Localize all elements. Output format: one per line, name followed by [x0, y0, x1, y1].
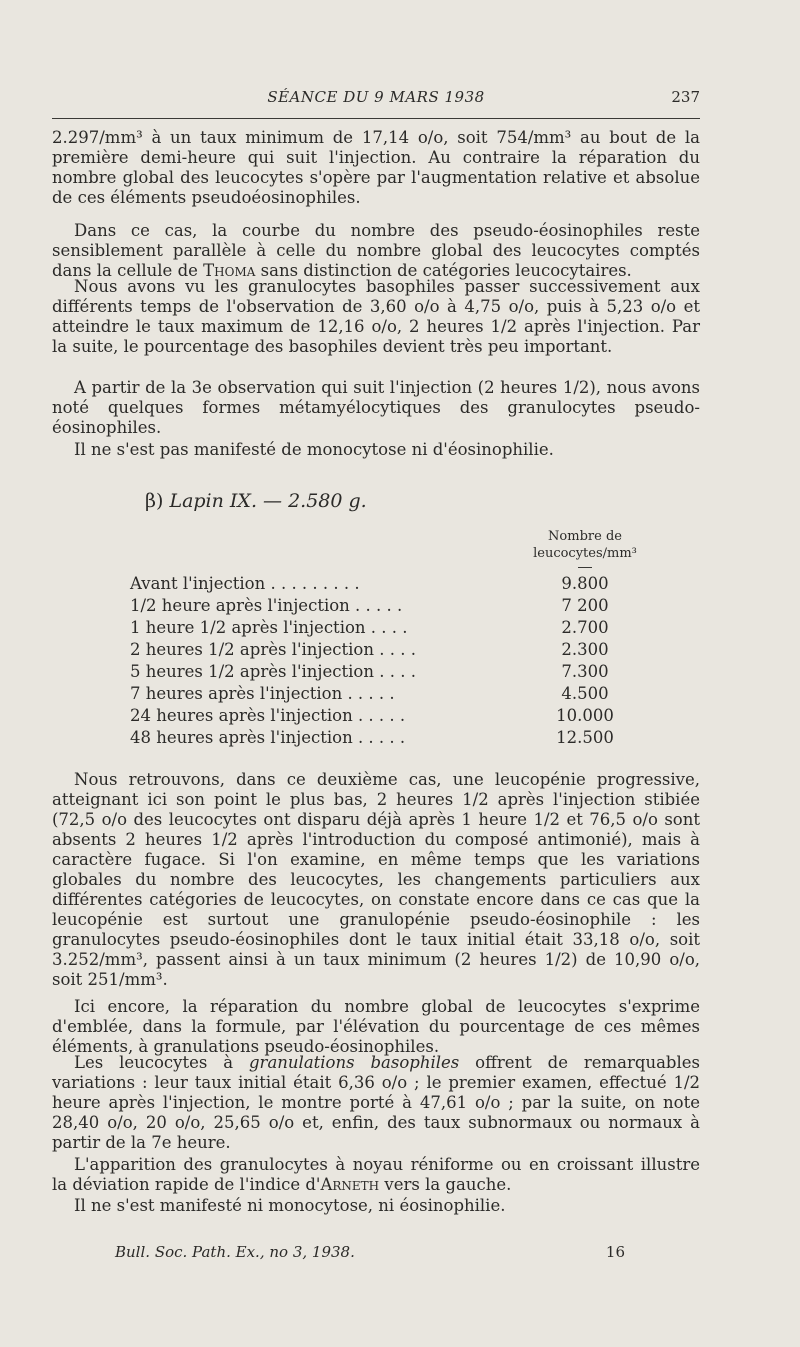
- paragraph-8-text-a: Les leucocytes à: [74, 1053, 249, 1072]
- paragraph-1: 2.297/mm³ à un taux minimum de 17,14 o/o, soit 754/mm³ au bout de la première demi-heure qui suit l'injection. Au contraire la réparation du nombre global des leucocytes s'opère par l'augmentation relative et absolue de ces éléments pseudoéosinophiles.: [52, 128, 700, 207]
- row-value: 12.500: [556, 728, 614, 747]
- footer-signature: 16: [605, 1243, 625, 1261]
- running-header: [52, 88, 700, 112]
- row-value: 2.700: [561, 618, 609, 637]
- paragraph-9-text-a: L'apparition des granulocytes à noyau réniforme ou en croissant illustre la déviation rapide de l'indice d': [52, 1155, 700, 1194]
- row-label: 7 heures après l'injection . . . . .: [130, 684, 395, 703]
- row-label: 1 heure 1/2 après l'injection . . . .: [130, 618, 408, 637]
- row-value: 7 200: [561, 596, 609, 615]
- row-label: 48 heures après l'injection . . . . .: [130, 728, 406, 747]
- paragraph-3: Nous avons vu les granulocytes basophiles passer successivement aux différents temps de l'observation de 3,60 o/o à 4,75 o/o, puis à 5,23 o/o et atteindre le taux maximum de 12,16 o/o, 2 heures 1/2 après l'injection. Par la suite, le pourcentage des basophiles devient très peu important.: [52, 277, 700, 356]
- table-row: [130, 706, 650, 726]
- section-marker: β): [145, 490, 164, 512]
- paragraph-9: [52, 1155, 700, 1195]
- header-rule: [52, 118, 700, 119]
- author-arneth: Arneth: [320, 1175, 380, 1194]
- section-title-text: Lapin IX. — 2.580 g.: [169, 490, 367, 512]
- table-row: [130, 662, 650, 682]
- paragraph-5: Il ne s'est pas manifesté de monocytose ni d'éosinophilie.: [74, 440, 554, 459]
- paragraph-6: Nous retrouvons, dans ce deuxième cas, une leucopénie progressive, atteignant ici son point le plus bas, 2 heures 1/2 après l'injection stibiée (72,5 o/o des leucocytes ont disparu déjà après 1 heure 1/2 et 76,5 o/o sont absents 2 heures 1/2 après l'introduction du composé antimonié), mais à caractère fugace. Si l'on examine, en même temps que les variations globales du nombre des leucocytes, les changements particuliers aux différentes catégories de leucocytes, on constate encore dans ce cas que la leucopénie est surtout une granulopénie pseudo-éosinophile : les granulocytes pseudo-éosinophiles dont le taux initial était 33,18 o/o, soit 3.252/mm³, passent ainsi à un taux minimum (2 heures 1/2) de 10,90 o/o, soit 251/mm³.: [52, 770, 700, 989]
- paragraph-7: Ici encore, la réparation du nombre global de leucocytes s'exprime d'emblée, dans la formule, par l'élévation du pourcentage de ces mêmes éléments, à granulations pseudo-éosinophiles.: [52, 997, 700, 1056]
- column-header-line2: leucocytes/mm³: [533, 546, 637, 561]
- row-value: 9.800: [561, 574, 609, 593]
- paragraph-2-text-b: sans distinction de catégories leucocytaires.: [255, 261, 632, 280]
- page-footer: [115, 1243, 625, 1261]
- author-thoma: Thoma: [203, 261, 256, 280]
- footer-citation: Bull. Soc. Path. Ex., no 3, 1938.: [115, 1243, 355, 1261]
- table-row: [130, 618, 650, 638]
- row-label: 24 heures après l'injection . . . . .: [130, 706, 406, 725]
- paragraph-2-text-a: Dans ce cas, la courbe du nombre des pseudo-éosinophiles reste sensiblement parallèle à celle du nombre global des leucocytes comptés dans la cellule de: [52, 221, 700, 280]
- row-label: 1/2 heure après l'injection . . . . .: [130, 596, 403, 615]
- row-value: 2.300: [561, 640, 609, 659]
- table-row: [130, 596, 650, 616]
- row-value: 4.500: [561, 684, 609, 703]
- column-header-dash: [578, 567, 592, 568]
- emphasis-granulations: granulations basophiles: [249, 1053, 460, 1072]
- column-header-line1: Nombre de: [548, 529, 622, 544]
- table-row: [130, 640, 650, 660]
- row-value: 10.000: [556, 706, 614, 725]
- paragraph-9-text-b: vers la gauche.: [379, 1175, 512, 1194]
- paragraph-8-text-b: offrent de remarquables variations : leur taux initial était 6,36 o/o ; le premier examen, effectué 1/2 heure après l'injection, le montre porté à 47,61 o/o ; par la suite, on note 28,40 o/o, 20 o/o, 25,65 o/o et, enfin, des taux subnormaux ou normaux à partir de la 7e heure.: [52, 1053, 700, 1152]
- header-title: SÉANCE DU 9 MARS 1938: [267, 88, 485, 106]
- row-value: 7.300: [561, 662, 609, 681]
- row-label: 5 heures 1/2 après l'injection . . . .: [130, 662, 416, 681]
- paragraph-4: A partir de la 3e observation qui suit l'injection (2 heures 1/2), nous avons noté quelques formes métamyélocytiques des granulocytes pseudo-éosinophiles.: [52, 378, 700, 437]
- section-title: [145, 490, 367, 512]
- table-row: [130, 574, 650, 594]
- row-label: Avant l'injection . . . . . . . . .: [130, 574, 360, 593]
- paragraph-2: [52, 221, 700, 281]
- paragraph-8: [52, 1053, 700, 1153]
- table-column-header: [520, 528, 650, 562]
- table-row: [130, 684, 650, 704]
- row-label: 2 heures 1/2 après l'injection . . . .: [130, 640, 416, 659]
- table-row: [130, 728, 650, 748]
- page-number: 237: [671, 88, 700, 106]
- paragraph-10: Il ne s'est manifesté ni monocytose, ni éosinophilie.: [74, 1196, 506, 1215]
